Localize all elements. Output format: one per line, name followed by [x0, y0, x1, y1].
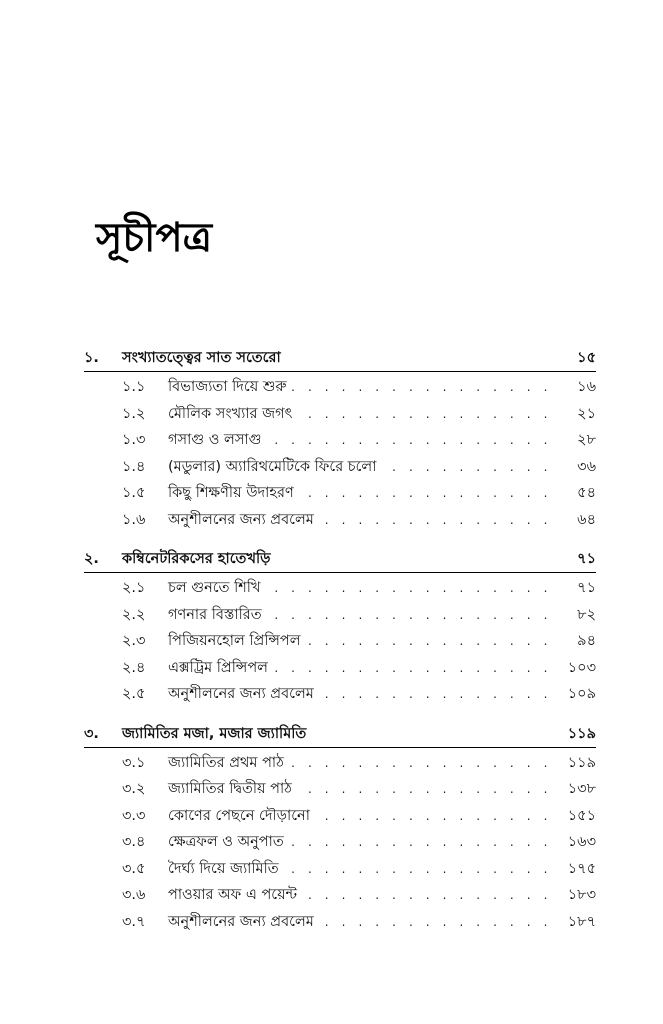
toc-section-row[interactable]: [84, 427, 596, 454]
section-title: চল গুনতে শিখি: [168, 575, 266, 602]
toc-section-row[interactable]: [84, 655, 596, 682]
section-number: ৩.৭: [122, 913, 146, 930]
chapter-number: ১.: [84, 350, 99, 366]
toc-section-row[interactable]: [84, 454, 596, 481]
section-number: ২.৫: [122, 686, 146, 702]
section-number: ২.৪: [122, 659, 146, 676]
section-page-number: ৮২: [577, 606, 596, 623]
section-number: ৩.২: [122, 781, 146, 797]
section-title: গণনার বিস্তারিত: [168, 602, 268, 629]
dot-leader: [298, 401, 556, 427]
dot-leader: [300, 480, 556, 506]
dot-leader: [320, 507, 556, 533]
section-title: পিজিয়নহোল প্রিন্সিপল: [168, 628, 307, 655]
dot-leader: [285, 856, 556, 882]
section-page-number: ১৮৩: [567, 887, 596, 903]
toc-chapter-heading[interactable]: [84, 346, 596, 372]
section-number: ২.২: [122, 606, 146, 623]
section-page-number: ২৮: [577, 432, 596, 448]
section-title: (মডুলার) অ্যারিথমেটিকে ফিরে চলো: [168, 454, 382, 481]
dot-leader: [292, 374, 556, 400]
toc-section-row[interactable]: [84, 829, 596, 856]
dot-leader: [316, 803, 556, 829]
section-number: ১.৪: [122, 458, 146, 475]
section-page-number: ৯৪: [577, 633, 596, 649]
chapter-page-number: ১১৯: [567, 725, 596, 742]
dot-leader: [266, 575, 556, 601]
section-page-number: ২১: [577, 405, 596, 422]
section-title: পাওয়ার অফ এ পয়েন্ট: [168, 882, 303, 909]
section-title: মৌলিক সংখ্যার জগৎ: [168, 401, 298, 428]
section-page-number: ১৩৮: [567, 781, 596, 797]
toc-section-row[interactable]: [84, 628, 596, 655]
section-number: ২.১: [122, 580, 146, 596]
section-title: জ্যামিতির দ্বিতীয় পাঠ: [168, 776, 298, 803]
section-page-number: ১৭৫: [567, 860, 596, 877]
section-number: ১.৩: [122, 432, 146, 448]
section-number: ১.১: [122, 379, 146, 395]
dot-leader: [298, 776, 556, 802]
dot-leader: [307, 628, 556, 654]
section-page-number: ৫৪: [577, 485, 596, 501]
section-number: ১.২: [122, 405, 146, 422]
toc-chapter-heading[interactable]: [84, 547, 596, 573]
section-title: ক্ষেত্রফল ও অনুপাত: [168, 829, 290, 856]
section-page-number: ৭১: [577, 580, 596, 596]
chapter-number: ৩.: [84, 725, 99, 742]
section-title: জ্যামিতির প্রথম পাঠ: [168, 750, 290, 777]
section-page-number: ১৮৭: [567, 913, 596, 930]
chapter-title: কম্বিনেটরিকসের হাতেখড়ি: [122, 551, 271, 567]
section-number: ৩.৫: [122, 860, 146, 877]
page-title: সূচীপত্র: [96, 215, 212, 261]
dot-leader: [320, 909, 556, 935]
section-number: ৩.১: [122, 754, 146, 771]
dot-leader: [268, 602, 556, 628]
toc-chapter-2: [84, 547, 596, 708]
dot-leader: [290, 750, 556, 776]
toc-section-row[interactable]: [84, 401, 596, 428]
toc-section-row[interactable]: [84, 602, 596, 629]
section-page-number: ১৬৩: [567, 834, 596, 850]
toc-chapter-heading[interactable]: [84, 722, 596, 748]
toc-section-row[interactable]: [84, 681, 596, 708]
section-title: দৈর্ঘ্য দিয়ে জ্যামিতি: [168, 856, 285, 883]
toc-section-row[interactable]: [84, 374, 596, 401]
section-title: কোণের পেছনে দৌড়ানো: [168, 803, 316, 830]
section-number: ৩.৬: [122, 887, 146, 903]
chapter-page-number: ১৫: [577, 350, 596, 366]
dot-leader: [290, 829, 556, 855]
section-title: অনুশীলনের জন্য প্রবলেম: [168, 909, 320, 936]
chapter-title: জ্যামিতির মজা, মজার জ্যামিতি: [122, 725, 307, 742]
toc-section-row[interactable]: [84, 882, 596, 909]
section-title: বিভাজ্যতা দিয়ে শুরু: [168, 374, 292, 401]
section-title: এক্সট্রিম প্রিন্সিপল: [168, 655, 274, 682]
section-page-number: ১১৯: [567, 754, 596, 771]
toc-section-row[interactable]: [84, 776, 596, 803]
toc-chapter-3: [84, 722, 596, 936]
section-page-number: ১৬: [577, 379, 596, 395]
toc-chapter-1: [84, 346, 596, 533]
section-number: ১.৫: [122, 485, 146, 501]
dot-leader: [267, 427, 556, 453]
section-title: গসাগু ও লসাগু: [168, 427, 267, 454]
dot-leader: [320, 681, 556, 707]
toc-section-row[interactable]: [84, 575, 596, 602]
table-of-contents: [84, 346, 596, 949]
toc-section-row[interactable]: [84, 507, 596, 534]
toc-section-row[interactable]: [84, 750, 596, 777]
toc-section-row[interactable]: [84, 909, 596, 936]
section-page-number: ১০৯: [567, 686, 596, 702]
toc-section-row[interactable]: [84, 803, 596, 830]
toc-section-row[interactable]: [84, 856, 596, 883]
chapter-page-number: ৭১: [577, 551, 596, 567]
chapter-number: ২.: [84, 551, 99, 567]
dot-leader: [274, 655, 556, 681]
section-title: কিছু শিক্ষণীয় উদাহরণ: [168, 480, 300, 507]
section-number: ৩.৪: [122, 834, 146, 850]
section-number: ৩.৩: [122, 807, 146, 824]
section-number: ২.৩: [122, 633, 146, 649]
section-page-number: ৬৪: [577, 511, 596, 528]
section-page-number: ৩৬: [577, 458, 596, 475]
dot-leader: [303, 882, 556, 908]
section-number: ১.৬: [122, 511, 146, 528]
section-page-number: ১০৩: [567, 659, 596, 676]
section-title: অনুশীলনের জন্য প্রবলেম: [168, 681, 320, 708]
dot-leader: [382, 454, 556, 480]
chapter-title: সংখ্যাতত্ত্বের সাত সতেরো: [122, 350, 281, 366]
section-title: অনুশীলনের জন্য প্রবলেম: [168, 507, 320, 534]
toc-section-row[interactable]: [84, 480, 596, 507]
section-page-number: ১৫১: [567, 807, 596, 824]
